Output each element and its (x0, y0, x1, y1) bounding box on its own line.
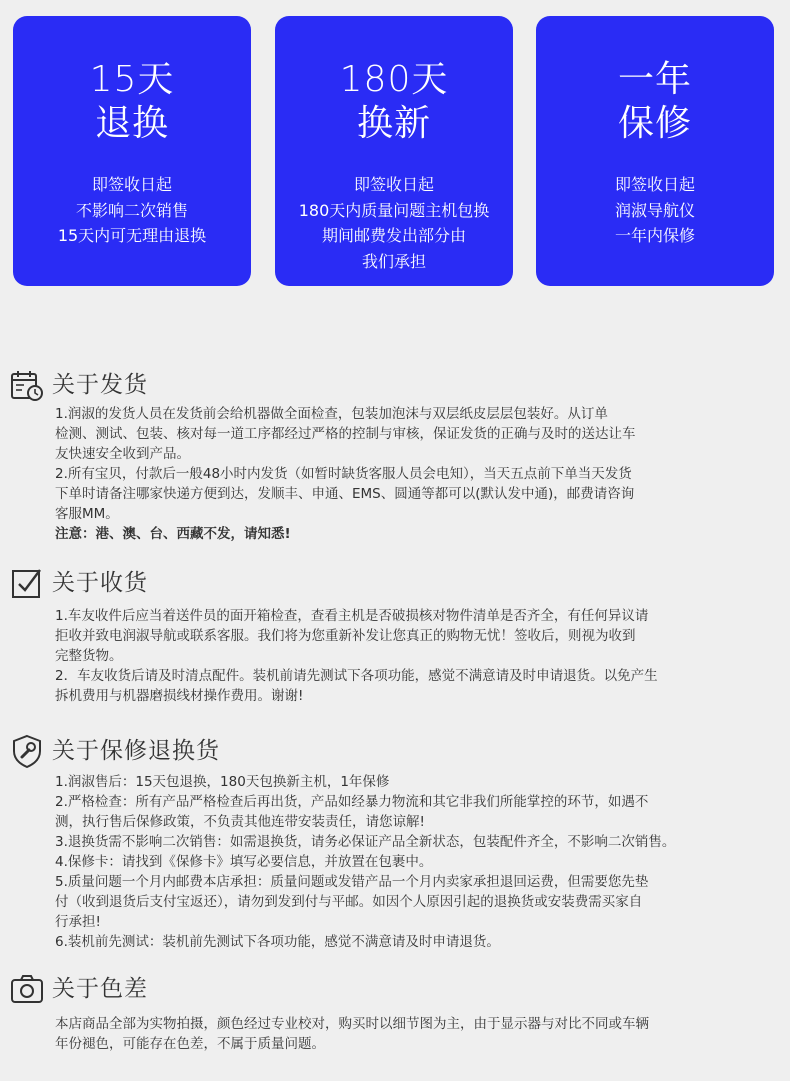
section-header (10, 734, 410, 770)
card-desc-line: 润淑导航仪 (614, 200, 695, 220)
section-title: 关于色差 (52, 976, 148, 1002)
section-body (55, 606, 783, 706)
body-line: 1.润淑的发货人员在发货前会给机器做全面检查，包装加泡沫与双层纸皮层层包装好。从订单 (55, 406, 608, 422)
card-desc-line: 不影响二次销售 (75, 200, 188, 220)
camera-icon (10, 972, 44, 1006)
calendar-clock-icon (10, 368, 44, 402)
card-headline-line: 退换 (94, 103, 169, 144)
shipping-note: 注意：港、澳、台、西藏不发，请知悉! (55, 526, 291, 542)
card-description (275, 172, 513, 274)
section-title: 关于收货 (52, 570, 148, 596)
guarantee-cards (0, 0, 790, 300)
card-headline-line: 180天 (339, 59, 449, 100)
card-desc-line: 期间邮费发出部分由 (321, 226, 466, 245)
body-line: 2.严格检查：所有产品严格检查后再出货，产品如经暴力物流和其它非我们所能掌控的环节，如遇不 (55, 794, 649, 810)
body-line: 拒收并致电润淑导航或联系客服。我们将为您重新补发让您真正的购物无忧！签收后，则视为收到 (55, 628, 636, 644)
body-line: 1.车友收件后应当着送件员的面开箱检查，查看主机是否破损核对物件清单是否齐全，有任何异议请 (55, 608, 649, 624)
body-line: 拆机费用与机器磨损线材操作费用。谢谢! (55, 688, 304, 704)
card-headline (536, 58, 774, 146)
body-line: 本店商品全部为实物拍摄，颜色经过专业校对，购买时以细节图为主，由于显示器与对比不同或车辆 (55, 1016, 649, 1032)
section-title: 关于保修退换货 (52, 738, 220, 764)
section-header (10, 566, 410, 602)
body-line: 2.所有宝贝，付款后一般48小时内发货（如暂时缺货客服人员会电知），当天五点前下单当天发货 (55, 466, 632, 482)
card-desc-line: 即签收日起 (91, 175, 172, 194)
body-line: 4.保修卡：请找到《保修卡》填写必要信息，并放置在包裹中。 (55, 854, 433, 870)
body-line: 下单时请备注哪家快递方便到达，发顺丰、申通、EMS、圆通等都可以(默认发中通)，邮费请咨询 (55, 486, 635, 502)
body-line: 检测、测试、包装、核对每一道工序都经过严格的控制与审核，保证发货的正确与及时的送达让车 (55, 426, 636, 442)
wrench-shield-icon (10, 734, 44, 768)
body-line: 友快速安全收到产品。 (55, 446, 190, 462)
section-receiving (0, 566, 790, 716)
card-headline (275, 58, 513, 146)
card-15-day-return (13, 16, 251, 286)
section-header (10, 972, 410, 1008)
card-description (536, 172, 774, 249)
card-desc-line: 我们承担 (361, 251, 426, 271)
section-body (55, 772, 783, 952)
section-warranty-returns (0, 734, 790, 954)
body-line: 付（收到退货后支付宝返还），请勿到发到付与平邮。如因个人原因引起的退换货或安装费需买家自 (55, 894, 643, 910)
card-desc-line: 即签收日起 (614, 175, 695, 194)
body-line: 完整货物。 (55, 648, 123, 664)
card-desc-line: 15天内可无理由退换 (57, 226, 207, 245)
section-body (55, 404, 783, 544)
card-headline-line: 换新 (356, 103, 431, 144)
card-headline-line: 15天 (89, 59, 175, 100)
card-headline-line: 保修 (617, 103, 692, 144)
section-body (55, 1014, 783, 1054)
section-color-difference (0, 972, 790, 1062)
card-desc-line: 180天内质量问题主机包换 (298, 200, 490, 220)
body-line: 测，执行售后保修政策，不负责其他连带安装责任，请您谅解! (55, 814, 425, 830)
body-line: 6.装机前先测试：装机前先测试下各项功能，感觉不满意请及时申请退货。 (55, 934, 500, 950)
card-headline-line: 一年 (617, 59, 692, 100)
body-line: 3.退换货需不影响二次销售：如需退换货，请务必保证产品全新状态，包装配件齐全，不影响二次销售。 (55, 834, 676, 850)
card-desc-line: 一年内保修 (614, 226, 695, 245)
card-180-day-replace (275, 16, 513, 286)
body-line: 客服MM。 (55, 506, 119, 522)
section-shipping (0, 368, 790, 548)
body-line: 2．车友收货后请及时清点配件。装机前请先测试下各项功能，感觉不满意请及时申请退货。以免产生 (55, 668, 658, 684)
section-title: 关于发货 (52, 372, 148, 398)
body-line: 行承担! (55, 914, 101, 930)
body-line: 年份褪色，可能存在色差，不属于质量问题。 (55, 1036, 325, 1052)
card-headline (13, 58, 251, 146)
card-description (13, 172, 251, 249)
body-line: 5.质量问题一个月内邮费本店承担：质量问题或发错产品一个月内卖家承担退回运费，但需要您先垫 (55, 874, 649, 890)
section-header (10, 368, 410, 404)
body-line: 1.润淑售后：15天包退换，180天包换新主机，1年保修 (55, 774, 390, 790)
checkbox-icon (10, 566, 44, 600)
card-desc-line: 即签收日起 (353, 175, 434, 194)
card-one-year-warranty (536, 16, 774, 286)
